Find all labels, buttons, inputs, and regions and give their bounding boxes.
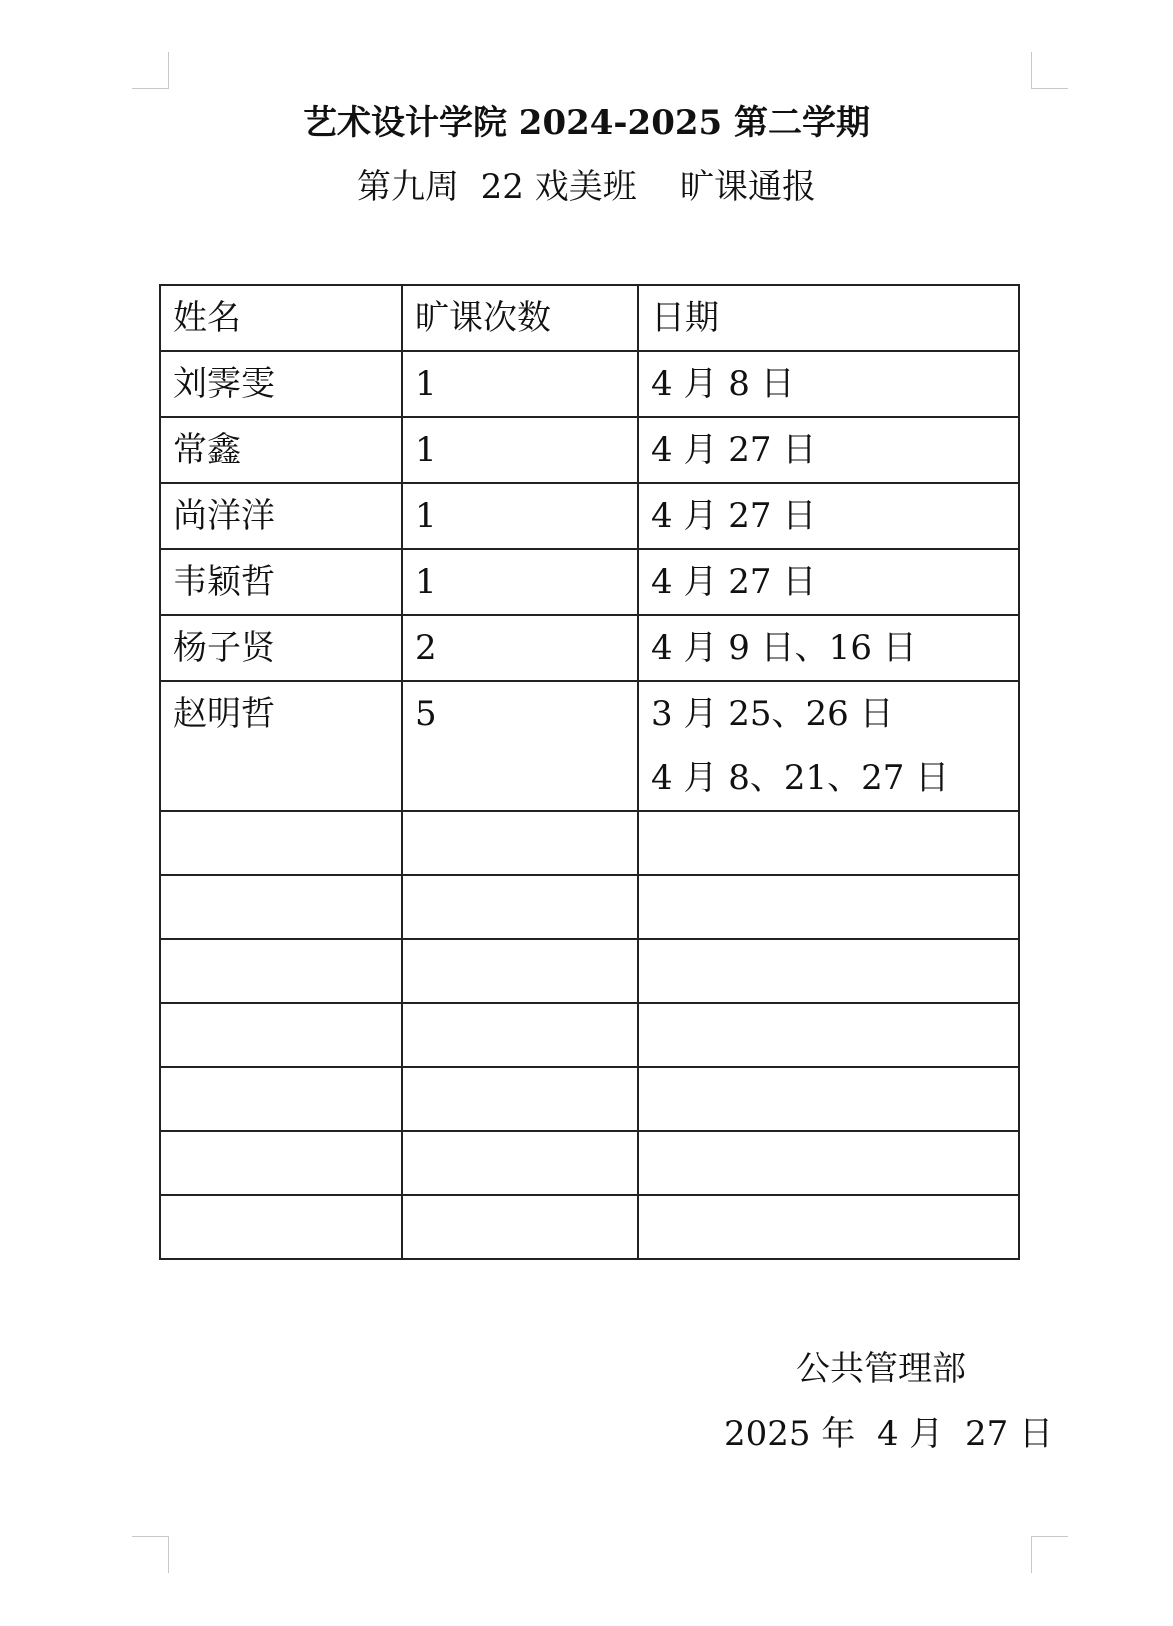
empty-cell xyxy=(160,1067,402,1131)
table-row xyxy=(160,351,1019,417)
table-row xyxy=(160,417,1019,483)
empty-cell xyxy=(160,875,402,939)
absence-count: 2 xyxy=(402,615,638,681)
empty-table-row xyxy=(160,1067,1019,1131)
empty-cell xyxy=(160,1131,402,1195)
table-header-row xyxy=(160,285,1019,351)
absence-dates xyxy=(638,615,1019,681)
empty-cell xyxy=(638,1067,1019,1131)
student-name: 杨子贤 xyxy=(160,615,402,681)
absence-table xyxy=(159,284,1020,1260)
absence-dates xyxy=(638,417,1019,483)
empty-cell xyxy=(402,875,638,939)
absence-date-line: 4 月 27 日 xyxy=(651,562,817,602)
empty-cell xyxy=(402,939,638,1003)
empty-cell xyxy=(638,1195,1019,1259)
issuing-department: 公共管理部 xyxy=(796,1349,966,1389)
issue-date: 2025 年 4 月 27 日 xyxy=(724,1414,1054,1454)
absence-date-line: 4 月 8 日 xyxy=(651,364,795,404)
absence-count: 1 xyxy=(402,417,638,483)
absence-date-line: 4 月 8、21、27 日 xyxy=(651,758,950,798)
document-title: 艺术设计学院 2024-2025 第二学期 xyxy=(302,103,871,143)
empty-cell xyxy=(160,1195,402,1259)
table-row xyxy=(160,681,1019,811)
empty-cell xyxy=(638,1131,1019,1195)
student-name: 赵明哲 xyxy=(160,681,402,811)
empty-cell xyxy=(638,811,1019,875)
empty-cell xyxy=(402,1195,638,1259)
absence-dates xyxy=(638,681,1019,811)
empty-table-row xyxy=(160,875,1019,939)
empty-cell xyxy=(402,1003,638,1067)
absence-count: 1 xyxy=(402,483,638,549)
empty-table-row xyxy=(160,1131,1019,1195)
student-name: 尚洋洋 xyxy=(160,483,402,549)
crop-mark-bottom-right xyxy=(1031,1536,1068,1573)
empty-cell xyxy=(160,1003,402,1067)
empty-cell xyxy=(638,1003,1019,1067)
crop-mark-bottom-left xyxy=(132,1536,169,1573)
crop-mark-top-right xyxy=(1031,52,1068,89)
empty-cell xyxy=(402,1131,638,1195)
absence-date-line: 4 月 27 日 xyxy=(651,496,817,536)
table-body xyxy=(160,351,1019,1259)
student-name: 刘霁雯 xyxy=(160,351,402,417)
empty-cell xyxy=(402,1067,638,1131)
empty-table-row xyxy=(160,811,1019,875)
header-count: 旷课次数 xyxy=(402,285,638,351)
header-dates: 日期 xyxy=(638,285,1019,351)
empty-cell xyxy=(160,811,402,875)
empty-table-row xyxy=(160,1003,1019,1067)
student-name: 常鑫 xyxy=(160,417,402,483)
empty-cell xyxy=(638,939,1019,1003)
empty-cell xyxy=(160,939,402,1003)
empty-table-row xyxy=(160,1195,1019,1259)
absence-count: 5 xyxy=(402,681,638,811)
empty-cell xyxy=(402,811,638,875)
table-row xyxy=(160,615,1019,681)
absence-count: 1 xyxy=(402,549,638,615)
absence-date-line: 3 月 25、26 日 xyxy=(651,694,894,734)
absence-dates xyxy=(638,549,1019,615)
empty-table-row xyxy=(160,939,1019,1003)
header-name: 姓名 xyxy=(160,285,402,351)
document-subtitle: 第九周 22 戏美班 旷课通报 xyxy=(357,167,816,207)
table-row xyxy=(160,549,1019,615)
empty-cell xyxy=(638,875,1019,939)
absence-dates xyxy=(638,483,1019,549)
absence-dates xyxy=(638,351,1019,417)
absence-date-line: 4 月 27 日 xyxy=(651,430,817,470)
table-row xyxy=(160,483,1019,549)
absence-date-line: 4 月 9 日、16 日 xyxy=(651,628,917,668)
absence-count: 1 xyxy=(402,351,638,417)
student-name: 韦颖哲 xyxy=(160,549,402,615)
crop-mark-top-left xyxy=(132,52,169,89)
